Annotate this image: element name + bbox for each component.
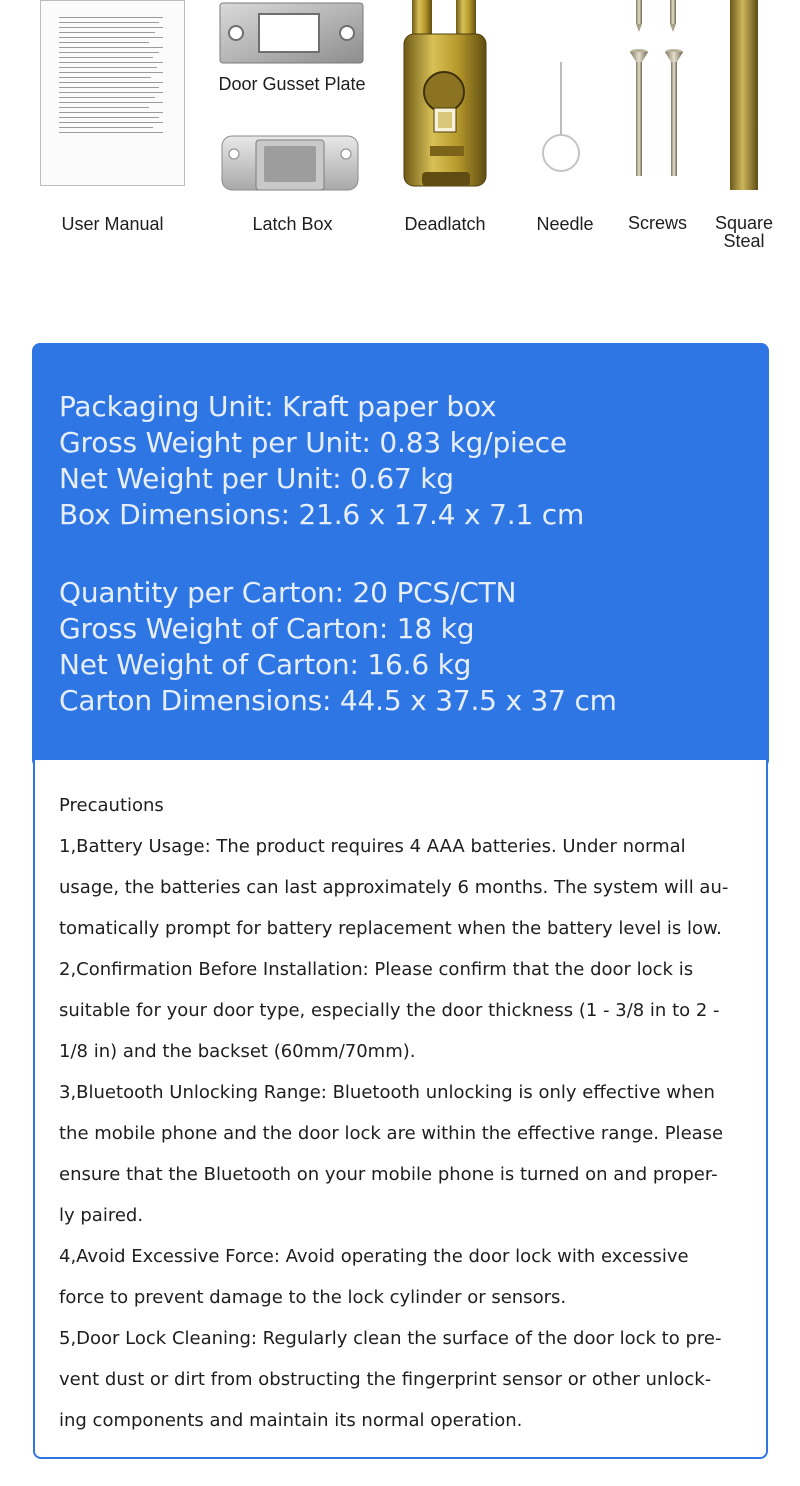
door-gusset-plate-label: Door Gusset Plate [218,74,366,94]
latch-box-image [220,132,360,198]
included-parts [0,0,800,260]
deadlatch-label: Deadlatch [404,214,486,234]
manual-toc-line [59,127,153,128]
manual-toc-line [59,102,163,103]
manual-toc-line [59,42,149,43]
manual-toc-line [59,27,163,28]
door-gusset-plate-image [219,2,364,64]
manual-toc-line [59,32,155,33]
manual-toc-line [59,62,163,63]
manual-toc-line [59,52,159,53]
precautions-title: Precautions [59,795,164,816]
manual-toc-line [59,122,163,123]
carton-dimensions-text: Carton Dimensions: 44.5 x 37.5 x 37 cm [59,684,617,717]
manual-toc-line [59,17,163,18]
box-dimensions-text: Box Dimensions: 21.6 x 17.4 x 7.1 cm [59,498,585,531]
precaution-line: 1,Battery Usage: The product requires 4 AAA batteries. Under normal [59,836,686,857]
user-manual-label: User Manual [61,214,164,234]
latch-box-label: Latch Box [252,214,333,234]
precaution-line: 5,Door Lock Cleaning: Regularly clean the surface of the door lock to pre- [59,1328,722,1349]
precaution-line: usage, the batteries can last approximately 6 months. The system will au- [59,877,729,898]
gross-weight-carton-text: Gross Weight of Carton: 18 kg [59,612,475,645]
needle-image [538,60,584,176]
precaution-line: ly paired. [59,1205,144,1226]
user-manual-image [40,0,185,186]
packaging-unit-text: Packaging Unit: Kraft paper box [59,390,497,423]
manual-toc-line [59,67,157,68]
precaution-line: the mobile phone and the door lock are within the effective range. Please [59,1123,724,1144]
screws-image [622,0,694,182]
precaution-line: 1/8 in) and the backset (60mm/70mm). [59,1041,416,1062]
net-weight-unit-text: Net Weight per Unit: 0.67 kg [59,462,454,495]
precaution-line: 4,Avoid Excessive Force: Avoid operating the door lock with excessive [59,1246,689,1267]
precaution-line: ing components and maintain its normal operation. [59,1410,523,1431]
manual-toc-line [59,22,159,23]
packaging-spec-panel [32,343,769,768]
manual-toc-line [59,77,151,78]
quantity-per-carton-text: Quantity per Carton: 20 PCS/CTN [59,576,517,609]
manual-toc-line [59,97,155,98]
precautions-text [59,785,741,1441]
square-steal-image [724,0,764,192]
manual-toc-line [59,117,159,118]
manual-toc-line [59,37,163,38]
precaution-line: tomatically prompt for battery replacement when the battery level is low. [59,918,722,939]
precaution-line: vent dust or dirt from obstructing the fingerprint sensor or other unlock- [59,1369,712,1390]
manual-toc-title [61,0,166,1]
square-steal-label [700,214,788,250]
precaution-line: 3,Bluetooth Unlocking Range: Bluetooth unlocking is only effective when [59,1082,715,1103]
manual-toc-line [59,82,163,83]
net-weight-carton-text: Net Weight of Carton: 16.6 kg [59,648,472,681]
square-steal-label-line1: Square [714,213,774,233]
precaution-line: suitable for your door type, especially the door thickness (1 - 3/8 in to 2 - [59,1000,720,1021]
manual-toc-line [59,132,163,133]
manual-toc-line [59,57,153,58]
manual-toc-line [59,72,163,73]
gross-weight-unit-text: Gross Weight per Unit: 0.83 kg/piece [59,426,567,459]
manual-toc-line [59,87,159,88]
square-steal-label-line2: Steal [723,231,765,251]
manual-toc-line [59,112,163,113]
precaution-line: force to prevent damage to the lock cylinder or sensors. [59,1287,567,1308]
needle-label: Needle [536,214,594,234]
precaution-line: 2,Confirmation Before Installation: Please confirm that the door lock is [59,959,694,980]
manual-toc-line [59,92,163,93]
screws-label: Screws [627,213,687,233]
deadlatch-image [400,0,490,192]
manual-toc-line [59,107,149,108]
precaution-line: ensure that the Bluetooth on your mobile phone is turned on and proper- [59,1164,718,1185]
manual-toc-line [59,47,163,48]
